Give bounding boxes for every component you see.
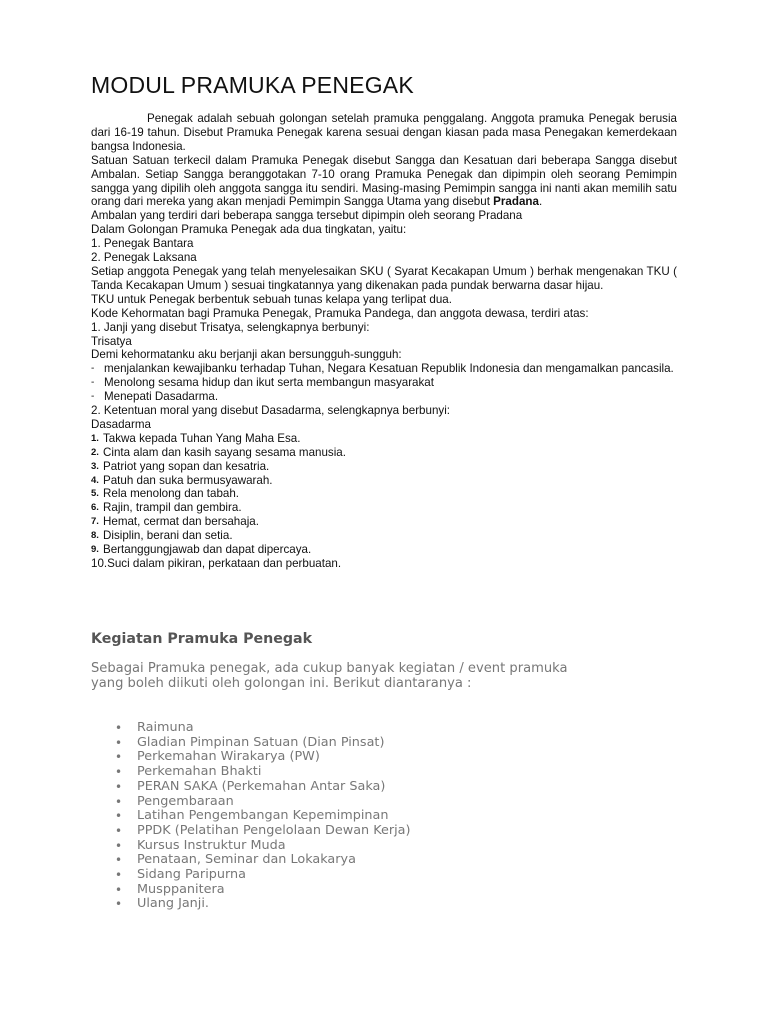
- bullet-icon: •: [115, 882, 123, 897]
- list-item: [115, 721, 411, 736]
- dasadarma-item: [91, 460, 677, 474]
- bullet-icon: •: [115, 750, 123, 765]
- kegiatan-heading: Kegiatan Pramuka Penegak: [91, 631, 313, 647]
- bullet-icon: •: [115, 809, 123, 824]
- list-item: [115, 750, 411, 765]
- trisatya-item-text: Menepati Dasadarma.: [104, 390, 219, 404]
- trisatya-item-text: menjalankan kewajibanku terhadap Tuhan, Negara Kesatuan Republik Indonesia dan mengamalkan pancasila.: [104, 362, 674, 376]
- list-item-text: Perkemahan Bhakti: [137, 764, 262, 780]
- bullet-icon: •: [115, 823, 123, 838]
- paragraph-satuan: [91, 154, 677, 210]
- dasadarma-number: 7.: [91, 516, 99, 528]
- list-item: [115, 795, 411, 810]
- list-item: [115, 780, 411, 795]
- tingkat-item: 2. Penegak Laksana: [91, 251, 197, 265]
- dasadarma-item: [91, 529, 677, 543]
- document-title: MODUL PRAMUKA PENEGAK: [91, 72, 414, 98]
- paragraph-sku: Setiap anggota Penegak yang telah menyelesaikan SKU ( Syarat Kecakapan Umum ) berhak mengenakan TKU ( Tanda Kecakapan Umum ) sesuai tingkatannya yang dikenakan pada pundak berwarna dasar hijau.: [91, 264, 677, 292]
- dasadarma-number: 5.: [91, 488, 99, 500]
- list-item-text: Gladian Pimpinan Satuan (Dian Pinsat): [137, 734, 385, 750]
- dasadarma-text: Bertanggungjawab dan dapat dipercaya.: [103, 543, 312, 557]
- dasadarma-item: [91, 432, 677, 446]
- bullet-icon: •: [115, 897, 123, 912]
- bullet-icon: •: [115, 853, 123, 868]
- dasadarma-text: Rela menolong dan tabah.: [103, 487, 240, 501]
- dasadarma-number: 2.: [91, 446, 99, 458]
- trisatya-item: [91, 376, 677, 390]
- dasadarma-text: Rajin, trampil dan gembira.: [103, 501, 242, 515]
- line-ketentuan: 2. Ketentuan moral yang disebut Dasadarma, selengkapnya berbunyi:: [91, 404, 450, 418]
- dasadarma-item: [91, 543, 677, 557]
- line-ambalan: Ambalan yang terdiri dari beberapa sangga tersebut dipimpin oleh seorang Pradana: [91, 209, 523, 223]
- list-item: [115, 883, 411, 898]
- list-item-text: Latihan Pengembangan Kepemimpinan: [137, 808, 389, 824]
- dasadarma-text: Hemat, cermat dan bersahaja.: [103, 515, 259, 529]
- paragraph-intro: Penegak adalah sebuah golongan setelah pramuka penggalang. Anggota pramuka Penegak berusia dari 16-19 tahun. Disebut Pramuka Penegak karena sesuai dengan kiasan pada masa Penegakan kemerdekaan bangsa Indonesia.: [91, 112, 677, 153]
- list-item-text: Pengembaraan: [137, 793, 234, 809]
- list-item-text: Raimuna: [137, 720, 194, 735]
- dasadarma-item: [91, 515, 677, 529]
- list-item: [115, 868, 411, 883]
- dash-marker: -: [91, 391, 95, 403]
- trisatya-item: [91, 362, 677, 376]
- bullet-icon: •: [115, 838, 123, 853]
- pradana-term: Pradana: [493, 195, 539, 209]
- dasadarma-number: 4.: [91, 474, 99, 486]
- dasadarma-text: Patuh dan suka bermusyawarah.: [103, 473, 273, 487]
- dasadarma-item: [91, 487, 677, 501]
- dasadarma-number: 8.: [91, 530, 99, 542]
- list-item-text: PERAN SAKA (Perkemahan Antar Saka): [137, 778, 386, 794]
- dash-marker: -: [91, 377, 95, 389]
- list-item: [115, 824, 411, 839]
- list-item: [115, 736, 411, 751]
- list-item-text: PPDK (Pelatihan Pengelolaan Dewan Kerja): [137, 822, 411, 838]
- line-tku: TKU untuk Penegak berbentuk sebuah tunas kelapa yang terlipat dua.: [91, 292, 452, 306]
- trisatya-title: Trisatya: [91, 334, 132, 348]
- list-item-text: Perkemahan Wirakarya (PW): [137, 749, 320, 765]
- dasadarma-item: [91, 474, 677, 488]
- paragraph-satuan-text: Satuan Satuan terkecil dalam Pramuka Penegak disebut Sangga dan Kesatuan dari beberapa Sangga disebut Ambalan. Setiap Sangga beranggotakan 7-10 orang Pramuka Penegak dan dipimpin oleh seorang Pemimpin sangga yang dipilih oleh anggota sangga itu sendiri. Masing-masing Pemimpin sangga ini nanti akan memilih satu orang dari mereka yang akan menjadi Pemimpin Sangga Utama yang disebut: [91, 153, 677, 209]
- list-item-text: Ulang Janji.: [137, 896, 209, 912]
- list-item: [115, 765, 411, 780]
- dasadarma-item: [91, 501, 677, 515]
- line-kode: Kode Kehormatan bagi Pramuka Penegak, Pramuka Pandega, dan anggota dewasa, terdiri atas:: [91, 306, 589, 320]
- bullet-icon: •: [115, 721, 123, 735]
- list-item: [115, 839, 411, 854]
- dasadarma-text: Cinta alam dan kasih sayang sesama manusia.: [103, 445, 346, 459]
- bullet-icon: •: [115, 794, 123, 809]
- line-janji: 1. Janji yang disebut Trisatya, selengkapnya berbunyi:: [91, 320, 370, 334]
- document-body: [91, 112, 677, 571]
- dasadarma-number: 9.: [91, 544, 99, 556]
- bullet-icon: •: [115, 779, 123, 794]
- kegiatan-intro-line: yang boleh diikuti oleh golongan ini. Berikut diantaranya :: [91, 676, 472, 692]
- dasadarma-number: 3.: [91, 460, 99, 472]
- kegiatan-list: [115, 721, 411, 912]
- tingkat-item: 1. Penegak Bantara: [91, 237, 194, 251]
- kegiatan-intro-line: Sebagai Pramuka penegak, ada cukup banyak kegiatan / event pramuka: [91, 661, 568, 676]
- bullet-icon: •: [115, 735, 123, 750]
- paragraph-satuan-end: .: [538, 195, 543, 209]
- list-item-text: Sidang Paripurna: [137, 867, 246, 883]
- kegiatan-intro: [91, 661, 691, 692]
- dasadarma-item-10: 10.Suci dalam pikiran, perkataan dan perbuatan.: [91, 557, 342, 570]
- trisatya-item: [91, 390, 677, 404]
- dasadarma-text: Patriot yang sopan dan kesatria.: [103, 459, 270, 473]
- list-item-text: Kursus Instruktur Muda: [137, 837, 286, 853]
- list-item-text: Penataan, Seminar dan Lokakarya: [137, 852, 356, 868]
- bullet-icon: •: [115, 868, 123, 883]
- list-item-text: Musppanitera: [137, 881, 225, 897]
- list-item: [115, 809, 411, 824]
- trisatya-item-text: Menolong sesama hidup dan ikut serta membangun masyarakat: [104, 376, 434, 390]
- list-item: [115, 853, 411, 868]
- trisatya-intro: Demi kehormatanku aku berjanji akan bersungguh-sungguh:: [91, 348, 402, 362]
- dasadarma-text: Disiplin, berani dan setia.: [103, 529, 233, 543]
- dasadarma-number: 6.: [91, 502, 99, 514]
- dasadarma-item: [91, 446, 677, 460]
- dasadarma-text: Takwa kepada Tuhan Yang Maha Esa.: [103, 431, 301, 445]
- dasadarma-title: Dasadarma: [91, 417, 151, 431]
- list-item: [115, 897, 411, 912]
- dasadarma-number: 1.: [91, 432, 99, 444]
- line-golongan: Dalam Golongan Pramuka Penegak ada dua tingkatan, yaitu:: [91, 223, 407, 237]
- bullet-icon: •: [115, 765, 123, 780]
- dash-marker: -: [91, 363, 95, 375]
